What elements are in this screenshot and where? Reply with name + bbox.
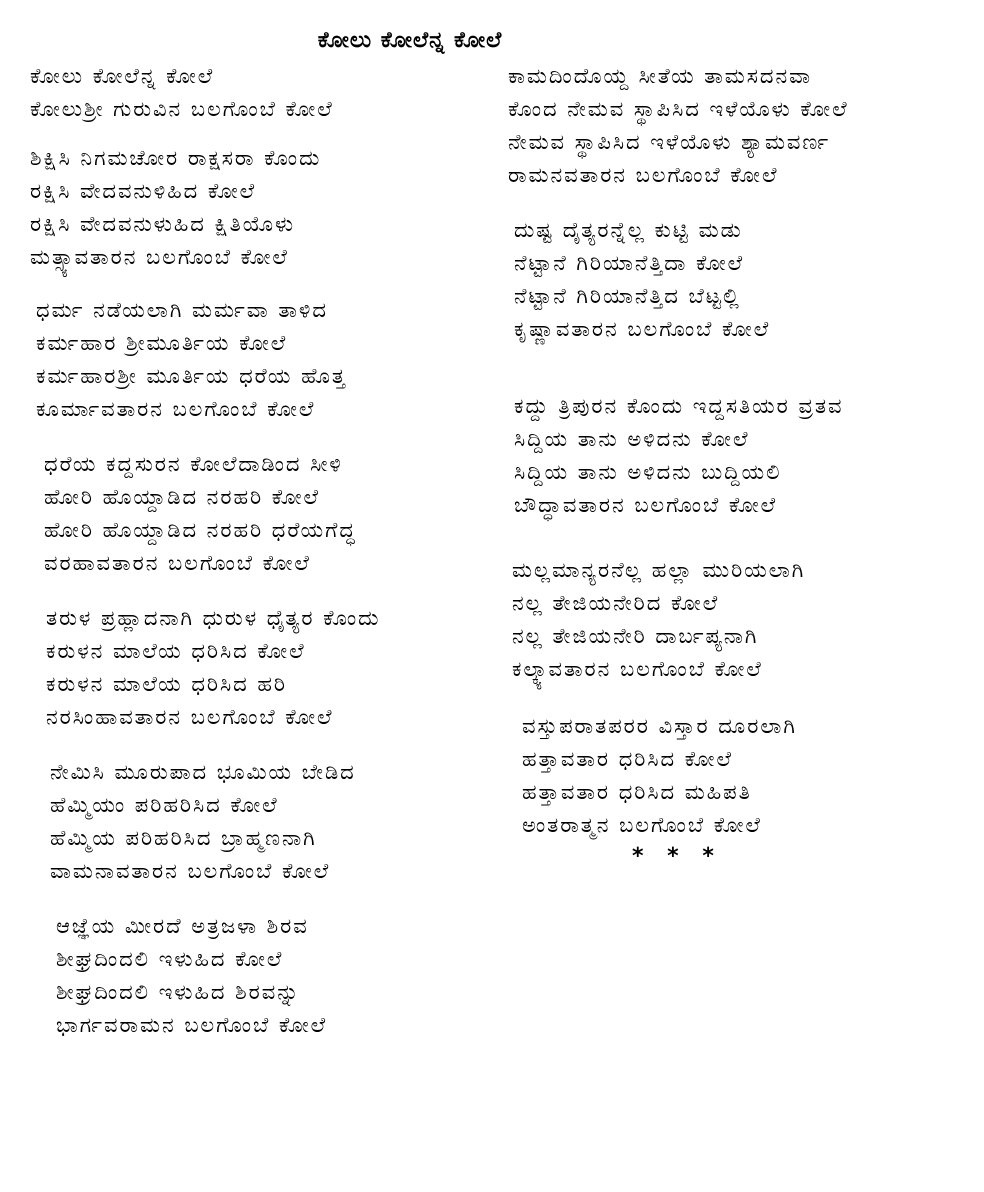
stanza xyxy=(508,60,968,192)
verse-line: ಕಲ್ಕ್ಯಾವತಾರನ ಬಲಗೊಂಬೆ ಕೋಲೆ xyxy=(512,657,763,681)
verse-line: ಕರುಳನ ಮಾಲೆಯ ಧರಿಸಿದ ಹರಿ xyxy=(46,672,288,696)
verse-line: ವಸ್ತುಪರಾತಪರರ ವಿಸ್ತಾರ ದೂರಲಾಗಿ xyxy=(522,714,797,738)
verse-line: ನೆಟ್ಟಾನೆ ಗಿರಿಯಾನೆತ್ತಿದ ಬೆಟ್ಟಲ್ಲಿ xyxy=(514,284,741,308)
stanza xyxy=(508,214,968,346)
verse-line: ನಲ್ಲ ತೇಜಿಯನೇರಿದ ಕೋಲೆ xyxy=(512,591,720,615)
verse-line: ಶೀಘ್ರದಿಂದಲಿ ಇಳುಹಿದ ಶಿರವನ್ನು xyxy=(56,980,301,1004)
verse-line: ಹೆಮ್ಮಿಯ ಪರಿಹರಿಸಿದ ಬ್ರಾಹ್ಮಣನಾಗಿ xyxy=(50,826,317,850)
verse-line: ಕೊಂದ ನೇಮವ ಸ್ಥಾಪಿಸಿದ ಇಳೆಯೊಳು ಕೋಲೆ xyxy=(508,97,849,121)
verse-line: ಕದ್ದು ತ್ರಿಪುರನ ಕೊಂದು ಇದ್ದಸತಿಯರ ವ್ರತವ xyxy=(514,394,844,418)
stanza xyxy=(30,294,485,426)
verse-line: ನರಸಿಂಹಾವತಾರನ ಬಲಗೊಂಬೆ ಕೋಲೆ xyxy=(46,705,334,729)
right-column xyxy=(508,60,968,872)
verse-line: ರಾಮನವತಾರನ ಬಲಗೊಂಬೆ ಕೋಲೆ xyxy=(508,163,779,187)
verse-line: ರಕ್ಷಿಸಿ ವೇದವನುಳುಹಿದ ಕ್ಷಿತಿಯೊಳು xyxy=(30,212,296,236)
stanza xyxy=(508,710,968,872)
verse-line: ಹತ್ತಾವತಾರ ಧರಿಸಿದ ಮಹಿಪತಿ xyxy=(522,780,752,804)
verse-line: ರಕ್ಷಿಸಿ ವೇದವನುಳಿಹಿದ ಕೋಲೆ xyxy=(30,179,257,203)
verse-line: ಹೆಮ್ಮಿಯಂ ಪರಿಹರಿಸಿದ ಕೋಲೆ xyxy=(50,793,279,817)
verse-line: ಕಾಮದಿಂದೊಯ್ದ ಸೀತೆಯ ತಾಮಸದನವಾ xyxy=(508,64,813,88)
verse-line: ಆಜ್ಞೆಯ ಮೀರದೆ ಅತ್ರಜಳಾ ಶಿರವ xyxy=(56,914,309,938)
verse-line: ಹತ್ತಾವತಾರ ಧರಿಸಿದ ಕೋಲೆ xyxy=(522,747,733,771)
verse-line: ಕರುಳನ ಮಾಲೆಯ ಧರಿಸಿದ ಕೋಲೆ xyxy=(46,639,306,663)
verse-line: ಸಿದ್ದಿಯ ತಾನು ಅಳಿದನು ಬುದ್ದಿಯಲಿ xyxy=(514,460,782,484)
stanza xyxy=(30,910,485,1042)
stanza xyxy=(30,60,485,126)
stanza xyxy=(508,390,968,522)
verse-line: ನಲ್ಲ ತೇಜಿಯನೇರಿ ದಾರ್ಬಪ್ಯನಾಗಿ xyxy=(512,624,759,648)
verse-line: ಭಾರ್ಗವರಾಮನ ಬಲಗೊಂಬೆ ಕೋಲೆ xyxy=(56,1013,328,1037)
verse-line: ತರುಳ ಪ್ರಹ್ಲಾದನಾಗಿ ಧುರುಳ ಧೈತ್ಯರ ಕೊಂದು xyxy=(46,606,381,630)
verse-line: ಕೃಷ್ಣಾವತಾರನ ಬಲಗೊಂಬೆ ಕೋಲೆ xyxy=(514,317,771,341)
verse-line: ಕೋಲು ಕೋಲೆನ್ನ ಕೋಲೆ xyxy=(30,64,215,88)
verse-line: ಕೋಲುಶ್ರೀ ಗುರುವಿನ ಬಲಗೊಂಬೆ ಕೋಲೆ xyxy=(30,97,334,121)
stanza xyxy=(30,756,485,888)
verse-line: ವಾಮನಾವತಾರನ ಬಲಗೊಂಬೆ ಕೋಲೆ xyxy=(50,859,331,883)
poem-title: ಕೋಲು ಕೋಲೆನ್ನ ಕೋಲೆ xyxy=(317,28,503,53)
verse-line: ಮಲ್ಲಮಾನ್ಯರನೆಲ್ಲ ಹಲ್ಲಾ ಮುರಿಯಲಾಗಿ xyxy=(512,558,806,582)
end-mark: * * * xyxy=(632,844,722,869)
verse-line: ಶಿಕ್ಷಿಸಿ ನಿಗಮಚೋರ ರಾಕ್ಷಸರಾ ಕೊಂದು xyxy=(30,146,322,170)
stanza xyxy=(30,142,485,274)
verse-line: ಹೋರಿ ಹೊಯ್ದಾಡಿದ ನರಹರಿ ಧರೆಯಗೆದ್ಧ xyxy=(44,518,357,542)
verse-line: ಕರ್ಮಹಾರಶ್ರೀ ಮೂರ್ತಿಯ ಧರೆಯ ಹೊತ್ತ xyxy=(36,364,347,388)
stanza xyxy=(30,448,485,580)
verse-line: ಶೀಘ್ರದಿಂದಲಿ ಇಳುಹಿದ ಕೋಲೆ xyxy=(56,947,284,971)
verse-line: ದುಷ್ಟ ದೈತ್ಯರನ್ನೆಲ್ಲ ಕುಟ್ಟಿ ಮಡು xyxy=(514,218,743,242)
verse-line: ನೇಮವ ಸ್ಥಾಪಿಸಿದ ಇಳೆಯೊಳು ಶ್ಯಾಮವರ್ಣ xyxy=(508,130,831,154)
verse-line: ಮತ್ಸ್ಯಾವತಾರನ ಬಲಗೊಂಬೆ ಕೋಲೆ xyxy=(30,245,289,269)
verse-line: ವರಹಾವತಾರನ ಬಲಗೊಂಬೆ ಕೋಲೆ xyxy=(44,551,311,575)
verse-line: ಧರ್ಮ ನಡೆಯಲಾಗಿ ಮರ್ಮವಾ ತಾಳಿದ xyxy=(36,298,328,322)
verse-line: ಕರ್ಮಹಾರ ಶ್ರೀಮೂರ್ತಿಯ ಕೋಲೆ xyxy=(36,331,288,355)
verse-line: ಸಿದ್ದಿಯ ತಾನು ಅಳಿದನು ಕೋಲೆ xyxy=(514,427,750,451)
verse-line: ಕೂರ್ಮಾವತಾರನ ಬಲಗೊಂಬೆ ಕೋಲೆ xyxy=(36,397,316,421)
stanza xyxy=(30,602,485,734)
stanza xyxy=(508,554,968,686)
verse-line: ಬೌದ್ಧಾವತಾರನ ಬಲಗೊಂಬೆ ಕೋಲೆ xyxy=(514,493,778,517)
verse-line: ಅಂತರಾತ್ಮನ ಬಲಗೊಂಬೆ ಕೋಲೆ xyxy=(522,813,762,837)
verse-line: ನೇಮಿಸಿ ಮೂರುಪಾದ ಭೂಮಿಯ ಬೇಡಿದ xyxy=(50,760,356,784)
verse-line: ಧರೆಯ ಕದ್ದಸುರನ ಕೋಲೆದಾಡಿಂದ ಸೀಳಿ xyxy=(44,452,343,476)
verse-line: ನೆಟ್ಟಾನೆ ಗಿರಿಯಾನೆತ್ತಿದಾ ಕೋಲೆ xyxy=(514,251,745,275)
verse-line: ಹೋರಿ ಹೊಯ್ದಾಡಿದ ನರಹರಿ ಕೋಲೆ xyxy=(44,485,320,509)
left-column xyxy=(30,60,485,1042)
